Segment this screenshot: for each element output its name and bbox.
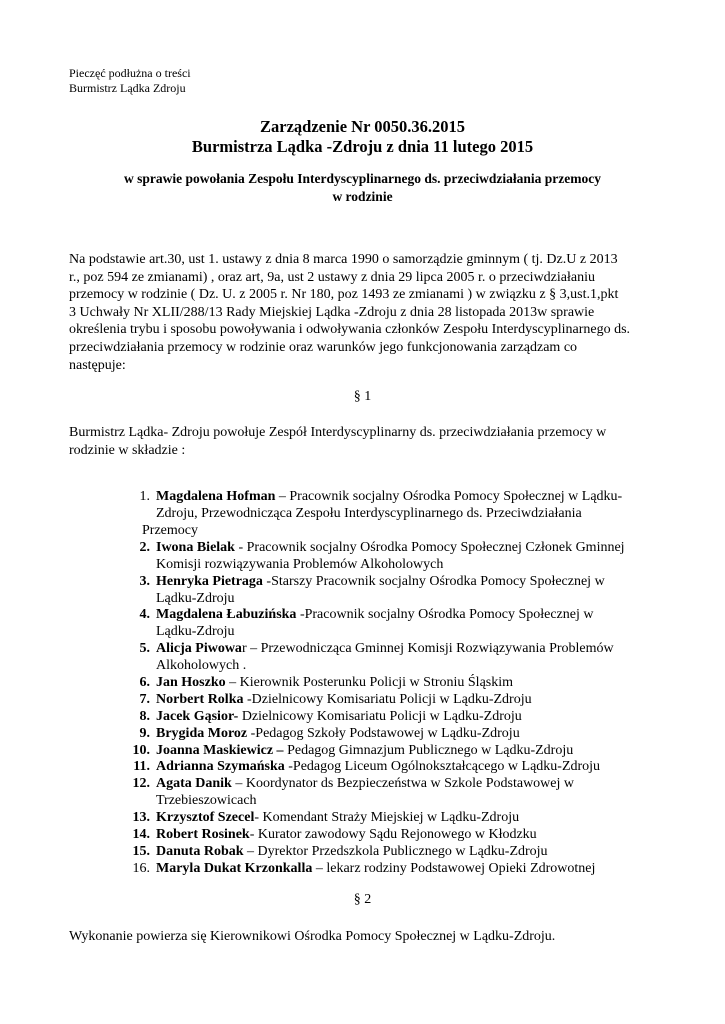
section-1-heading: § 1 [353,389,372,404]
list-item-number: 13. [132,810,150,826]
member-name: Adrianna Szymańska [156,759,285,775]
list-item-number: 9. [139,725,150,741]
list-item-line: Lądku-Zdroju [156,590,235,606]
member-role: – Dyrektor Przedszkola Publicznego w Lądku-Zdroju [243,843,548,859]
preamble-line: przemocy w rodzinie ( Dz. U. z 2005 r. Nr 180, poz 1493 ze zmianami ) w związku z § 3,ust.1,pkt [69,287,619,303]
list-item-number: 16. [132,860,150,876]
list-item-text [156,725,656,742]
list-item-line [156,573,656,590]
member-role: Pedagog Gimnazjum Publicznego w Lądku-Zdroju [283,742,574,758]
list-item-line [156,708,656,725]
member-name: Magdalena Hofman [156,489,276,504]
stamp-line-1: Pieczęć podłużna o treści [69,66,191,80]
member-role: -Pedagog Szkoły Podstawowej w Lądku-Zdroju [247,725,520,741]
member-name: Agata Danik [156,776,232,792]
list-item-number: 5. [139,641,150,657]
list-item-line [156,775,656,792]
preamble-paragraph [69,251,656,374]
member-name: Jan Hoszko [156,674,226,690]
list-item-text [156,539,656,573]
list-item-text [156,826,656,843]
preamble-line: 3 Uchwały Nr XLII/288/13 Rady Miejskiej Lądka -Zdroju z dnia 28 listopada 2013w sprawie [69,304,595,320]
preamble-line: następuje: [69,357,126,373]
list-item-line [156,539,656,556]
member-role: r – Przewodnicząca Gminnej Komisji Rozwiązywania Problemów [241,641,614,657]
section-1-intro [69,424,656,459]
list-item-number: 14. [132,827,150,842]
list-item-text [156,860,656,877]
list-item-line [156,725,656,742]
list-item-text [142,488,656,539]
list-item-number: 2. [139,539,150,555]
member-name: Maryla Dukat Krzonkalla [156,860,313,876]
list-item-number: 15. [132,843,150,859]
list-item-text [156,742,656,759]
list-item-number: 8. [139,708,150,724]
subject-line-1: w sprawie powołania Zespołu Interdyscyplinarnego ds. przeciwdziałania przemocy [123,171,601,186]
list-item-line [156,691,656,708]
section-2-heading: § 2 [353,892,372,907]
member-name: Robert Rosinek [156,827,250,842]
member-name: Krzysztof Szecel [156,810,255,826]
member-role: – lekarz rodziny Podstawowej Opieki Zdrowotnej [312,860,596,876]
list-item-line [156,742,656,759]
list-item-text [156,640,656,674]
member-name: Magdalena Łabuzińska [156,607,297,623]
list-item-line: Alkoholowych . [156,658,247,674]
list-item-text [156,809,656,826]
document-subject [0,170,725,206]
stamp-line-2: Burmistrz Lądka Zdroju [69,81,186,95]
list-item-line: Zdroju, Przewodnicząca Zespołu Interdyscyplinarnego ds. Przeciwdziałania [156,506,582,521]
list-item-line: Komisji rozwiązywania Problemów Alkoholowych [156,556,444,572]
member-role: -Dzielnicowy Komisariatu Policji w Lądku-Zdroju [243,691,532,707]
member-role: – Koordynator ds Bezpieczeństwa w Szkole Podstawowej w [231,776,575,792]
list-item-number: 4. [139,607,150,623]
list-item-text [156,606,656,640]
title-line-2: Burmistrza Lądka -Zdroju z dnia 11 lutego 2015 [191,137,534,156]
member-name: Alicja Piwowa [156,641,242,657]
member-name: Danuta Robak [156,843,244,859]
intro-line: rodzinie w składzie : [69,442,186,458]
section-2-text: Wykonanie powierza się Kierownikowi Ośrodka Pomocy Społecznej w Lądku-Zdroju. [69,929,556,944]
member-role: – Pracownik socjalny Ośrodka Pomocy Społecznej w Lądku- [275,489,623,504]
list-item-number: 10. [132,742,150,758]
list-item-line [156,860,656,877]
member-role: -Pedagog Liceum Ogólnokształcącego w Lądku-Zdroju [284,759,601,775]
member-role: -Pracownik socjalny Ośrodka Pomocy Społecznej w [296,607,594,623]
member-role: - Kurator zawodowy Sądu Rejonowego w Kłodzku [249,827,537,842]
list-item-line [156,809,656,826]
document-title [0,117,725,157]
list-item-number: 6. [139,674,150,690]
list-item-number: 7. [139,691,150,707]
stamp-note [69,66,191,96]
list-item-line [156,843,656,860]
list-item-line [156,640,656,657]
list-item-line [156,606,656,623]
list-item-text [156,708,656,725]
list-item-text [156,843,656,860]
list-item-line: Trzebieszowicach [156,793,257,809]
member-role: -Starszy Pracownik socjalny Ośrodka Pomocy Społecznej w [262,573,605,589]
list-item-number: 11. [133,759,150,775]
member-name: Joanna Maskiewicz – [156,742,284,758]
member-role: - Komendant Straży Miejskiej w Lądku-Zdroju [254,810,520,826]
list-item-line [156,674,656,691]
preamble-line: przeciwdziałania przemocy w rodzinie oraz warunków jego funkcjonowania zarządzam co [69,339,578,355]
subject-line-2: w rodzinie [332,189,393,204]
list-item-number: 3. [139,573,150,589]
list-item-line [156,758,656,775]
list-item-text [156,674,656,691]
list-item-text [156,758,656,775]
list-item-line [156,826,656,843]
member-name: Brygida Moroz [156,725,248,741]
title-line-1: Zarządzenie Nr 0050.36.2015 [259,117,465,136]
list-item-text [156,691,656,708]
list-item-number: 12. [132,776,150,792]
member-role: - Pracownik socjalny Ośrodka Pomocy Społecznej Członek Gminnej [234,539,625,555]
member-name: Iwona Bielak [156,539,235,555]
intro-line: Burmistrz Lądka- Zdroju powołuje Zespół Interdyscyplinarny ds. przeciwdziałania przemocy w [69,425,607,440]
list-item-line: Przemocy [142,523,198,538]
list-item-number: 1. [139,489,150,504]
member-name: Norbert Rolka [156,691,244,707]
member-name: Henryka Pietraga [156,573,263,589]
list-item-line: Lądku-Zdroju [156,624,235,640]
list-item-text [156,775,656,809]
preamble-line: r., poz 594 ze zmianami) , oraz art, 9a, ust 2 ustawy z dnia 29 lipca 2005 r. o przeciwdziałaniu [69,269,595,285]
preamble-line: określenia trybu i sposobu powoływania i odwoływania członków Zespołu Interdyscyplinarnego ds. [69,322,631,338]
preamble-line: Na podstawie art.30, ust 1. ustawy z dnia 8 marca 1990 o samorządzie gminnym ( tj. Dz.U z 2013 [69,252,618,267]
list-item-line [156,488,656,505]
member-name: Jacek Gąsior- [156,708,239,724]
member-role: Dzielnicowy Komisariatu Policji w Lądku-Zdroju [238,708,522,724]
member-role: – Kierownik Posterunku Policji w Stroniu Śląskim [225,674,514,690]
list-item-text [156,573,656,607]
